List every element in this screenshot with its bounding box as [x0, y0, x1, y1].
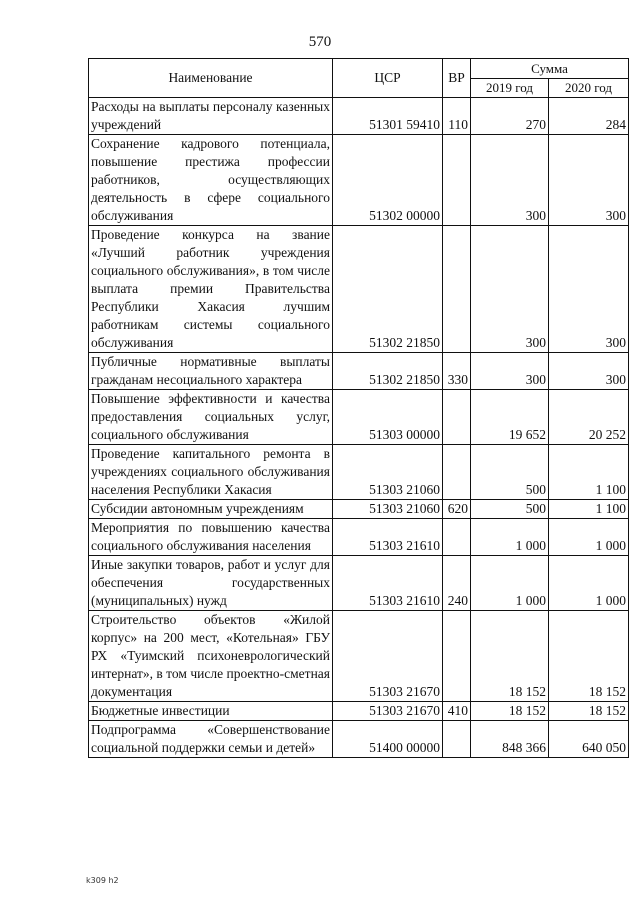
row-sum-2020: 20 252 [549, 390, 629, 445]
row-sum-2019: 19 652 [471, 390, 549, 445]
row-sum-2019: 18 152 [471, 611, 549, 702]
row-csr: 51303 21610 [333, 519, 443, 556]
row-name: Субсидии автономным учреждениям [89, 500, 333, 519]
row-vr: 410 [443, 702, 471, 721]
table-row [89, 135, 629, 226]
row-sum-2019: 500 [471, 500, 549, 519]
row-sum-2020: 1 100 [549, 500, 629, 519]
row-sum-2019: 18 152 [471, 702, 549, 721]
table-row [89, 353, 629, 390]
row-name: Проведение конкурса на звание «Лучший работник учреждения социального обслуживания», в том числе выплата премии Правительства Республики Хакасия лучшим работникам системы социального обслуживания [89, 226, 333, 353]
row-csr: 51400 00000 [333, 721, 443, 758]
row-sum-2020: 18 152 [549, 702, 629, 721]
table-row [89, 721, 629, 758]
table-row [89, 500, 629, 519]
row-name: Публичные нормативные выплаты гражданам несоциального характера [89, 353, 333, 390]
row-sum-2019: 300 [471, 353, 549, 390]
footer-code: k309 h2 [86, 876, 119, 885]
row-vr [443, 135, 471, 226]
row-csr: 51303 21670 [333, 611, 443, 702]
table-row [89, 390, 629, 445]
table-row [89, 519, 629, 556]
table-body [89, 98, 629, 758]
row-name: Повышение эффективности и качества предоставления социальных услуг, социального обслуживания [89, 390, 333, 445]
row-sum-2019: 1 000 [471, 519, 549, 556]
row-sum-2020: 1 100 [549, 445, 629, 500]
row-sum-2020: 300 [549, 135, 629, 226]
page-number: 570 [308, 34, 332, 50]
row-sum-2020: 18 152 [549, 611, 629, 702]
row-name: Бюджетные инвестиции [89, 702, 333, 721]
row-sum-2019: 300 [471, 226, 549, 353]
row-name: Подпрограмма «Совершенствование социальной поддержки семьи и детей» [89, 721, 333, 758]
row-csr: 51301 59410 [333, 98, 443, 135]
row-vr: 240 [443, 556, 471, 611]
row-sum-2020: 640 050 [549, 721, 629, 758]
table-row [89, 556, 629, 611]
row-name: Расходы на выплаты персоналу казенных учреждений [89, 98, 333, 135]
row-csr: 51302 21850 [333, 353, 443, 390]
row-vr [443, 445, 471, 500]
row-vr [443, 611, 471, 702]
row-csr: 51303 21610 [333, 556, 443, 611]
row-vr: 620 [443, 500, 471, 519]
row-sum-2019: 848 366 [471, 721, 549, 758]
row-csr: 51303 21060 [333, 500, 443, 519]
row-vr [443, 721, 471, 758]
header-sum: Сумма [471, 59, 629, 79]
row-csr: 51302 21850 [333, 226, 443, 353]
budget-table [88, 58, 629, 758]
table-row [89, 702, 629, 721]
row-sum-2019: 300 [471, 135, 549, 226]
row-vr [443, 519, 471, 556]
row-sum-2020: 1 000 [549, 556, 629, 611]
row-name: Мероприятия по повышению качества социального обслуживания населения [89, 519, 333, 556]
row-name: Проведение капитального ремонта в учреждениях социального обслуживания населения Республики Хакасия [89, 445, 333, 500]
header-name: Наименование [89, 59, 333, 98]
row-sum-2020: 300 [549, 226, 629, 353]
row-sum-2020: 300 [549, 353, 629, 390]
row-csr: 51303 21060 [333, 445, 443, 500]
row-sum-2020: 284 [549, 98, 629, 135]
row-csr: 51302 00000 [333, 135, 443, 226]
row-sum-2019: 500 [471, 445, 549, 500]
row-vr [443, 226, 471, 353]
row-name: Иные закупки товаров, работ и услуг для обеспечения государственных (муниципальных) нужд [89, 556, 333, 611]
table-row [89, 226, 629, 353]
header-vr: ВР [443, 59, 471, 98]
table-row [89, 611, 629, 702]
header-year-2019: 2019 год [471, 78, 549, 98]
table-row [89, 98, 629, 135]
header-year-2020: 2020 год [549, 78, 629, 98]
table-header-row [89, 59, 629, 79]
row-csr: 51303 21670 [333, 702, 443, 721]
row-name: Сохранение кадрового потенциала, повышение престижа профессии работников, осуществляющих деятельность в сфере социального обслуживания [89, 135, 333, 226]
header-csr: ЦСР [333, 59, 443, 98]
row-vr: 110 [443, 98, 471, 135]
row-vr: 330 [443, 353, 471, 390]
table-row [89, 445, 629, 500]
row-sum-2019: 270 [471, 98, 549, 135]
row-name: Строительство объектов «Жилой корпус» на 200 мест, «Котельная» ГБУ РХ «Туимский психоневрологический интернат», в том числе проектно-сметная документация [89, 611, 333, 702]
row-sum-2020: 1 000 [549, 519, 629, 556]
row-vr [443, 390, 471, 445]
row-csr: 51303 00000 [333, 390, 443, 445]
row-sum-2019: 1 000 [471, 556, 549, 611]
